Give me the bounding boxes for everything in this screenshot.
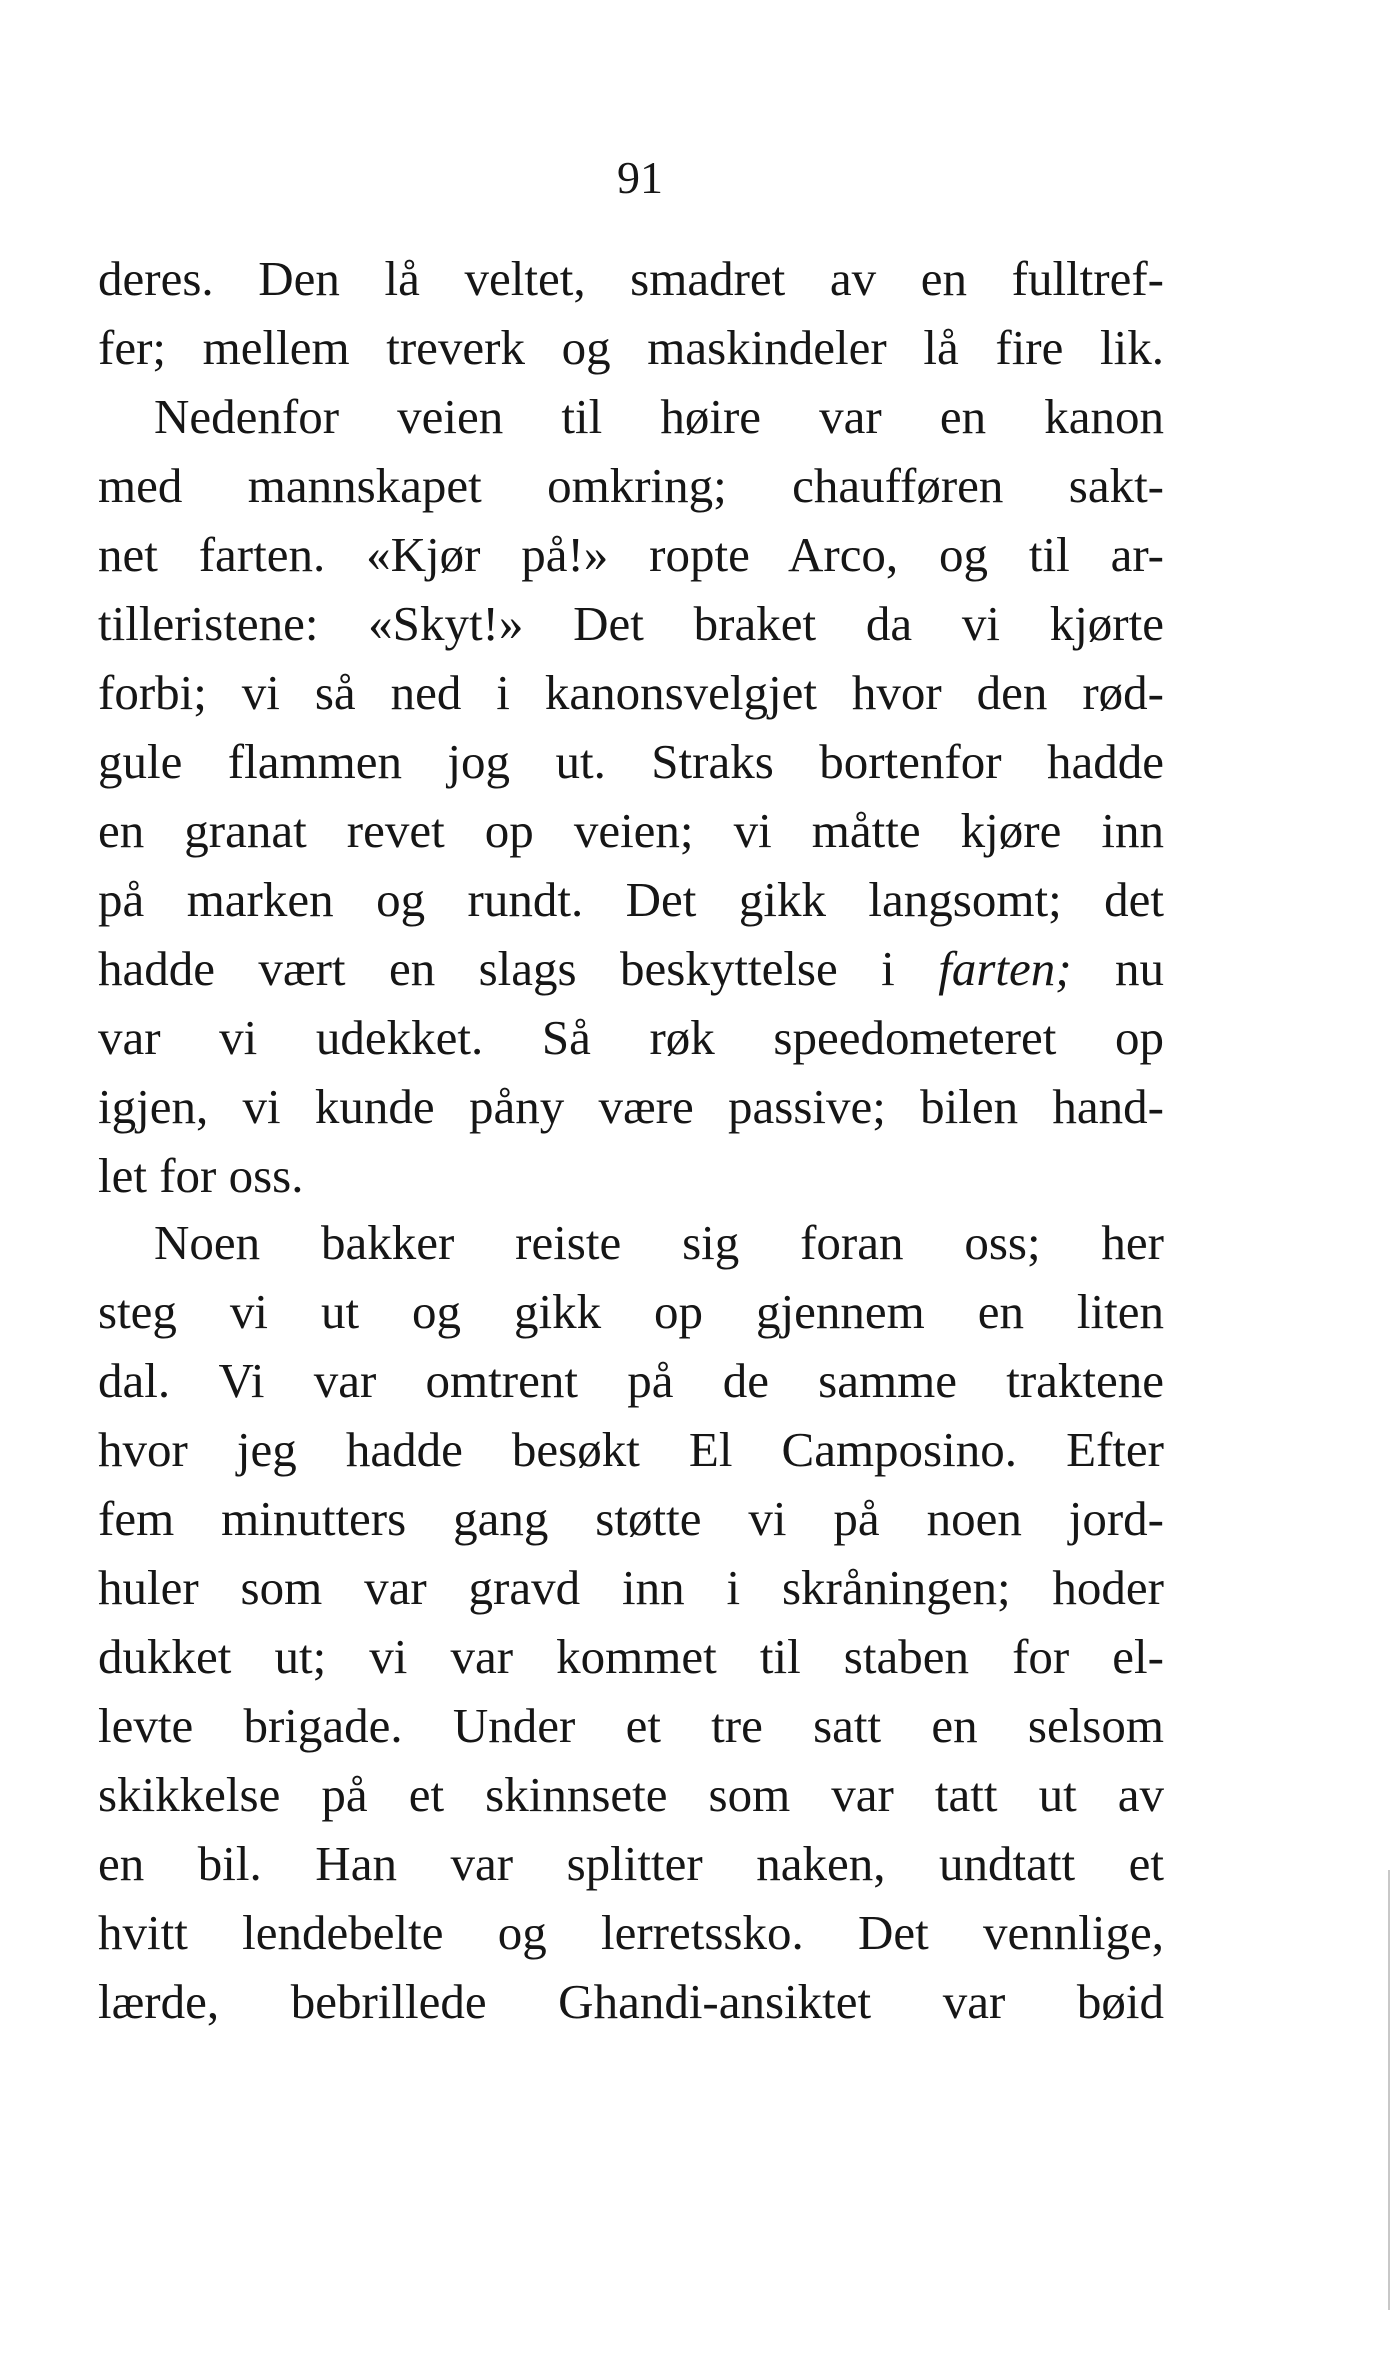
text-segment: hadde vært en slags beskyttelse i xyxy=(98,941,939,996)
text-line: Noen bakker reiste sig foran oss; her xyxy=(154,1215,1164,1270)
italic-word: farten; xyxy=(938,941,1072,996)
text-line xyxy=(98,934,1164,1003)
text-line: var vi udekket. Så røk speedometeret op xyxy=(98,1010,1164,1065)
text-line: på marken og rundt. Det gikk langsomt; det xyxy=(98,872,1164,927)
text-line: lærde, bebrillede Ghandi-ansiktet var bøid xyxy=(98,1974,1164,2029)
text-line: skikkelse på et skinnsete som var tatt ut av xyxy=(98,1767,1164,1822)
text-line: deres. Den lå veltet, smadret av en fulltref- xyxy=(98,251,1164,306)
text-line: dukket ut; vi var kommet til staben for el- xyxy=(98,1629,1164,1684)
text-line: med mannskapet omkring; chaufføren sakt- xyxy=(98,458,1164,513)
text-line: dal. Vi var omtrent på de samme traktene xyxy=(98,1353,1164,1408)
paragraph-2 xyxy=(98,1208,1164,2036)
text-line: en granat revet op veien; vi måtte kjøre inn xyxy=(98,803,1164,858)
text-line: huler som var gravd inn i skråningen; hoder xyxy=(98,1560,1164,1615)
text-line: steg vi ut og gikk op gjennem en liten xyxy=(98,1284,1164,1339)
text-line: net farten. «Kjør på!» ropte Arco, og til ar- xyxy=(98,527,1164,582)
text-line: forbi; vi så ned i kanonsvelgjet hvor den rød- xyxy=(98,665,1164,720)
text-line: fem minutters gang støtte vi på noen jord- xyxy=(98,1491,1164,1546)
text-line: hvor jeg hadde besøkt El Camposino. Efter xyxy=(98,1422,1164,1477)
text-line: tilleristene: «Skyt!» Det braket da vi kjørte xyxy=(98,596,1164,651)
text-line: hvitt lendebelte og lerretssko. Det vennlige, xyxy=(98,1905,1164,1960)
text-line: let for oss. xyxy=(98,1148,304,1203)
text-line: Nedenfor veien til høire var en kanon xyxy=(154,389,1164,444)
text-line: fer; mellem treverk og maskindeler lå fire lik. xyxy=(98,320,1164,375)
text-line: gule flammen jog ut. Straks bortenfor hadde xyxy=(98,734,1164,789)
page-number: 91 xyxy=(617,152,663,203)
paragraph-1 xyxy=(98,244,1164,1210)
text-line: en bil. Han var splitter naken, undtatt et xyxy=(98,1836,1164,1891)
scan-edge-line xyxy=(1388,1870,1390,2310)
text-segment: nu xyxy=(1071,941,1164,996)
text-line: levte brigade. Under et tre satt en selsom xyxy=(98,1698,1164,1753)
text-line: igjen, vi kunde påny være passive; bilen hand- xyxy=(98,1079,1164,1134)
